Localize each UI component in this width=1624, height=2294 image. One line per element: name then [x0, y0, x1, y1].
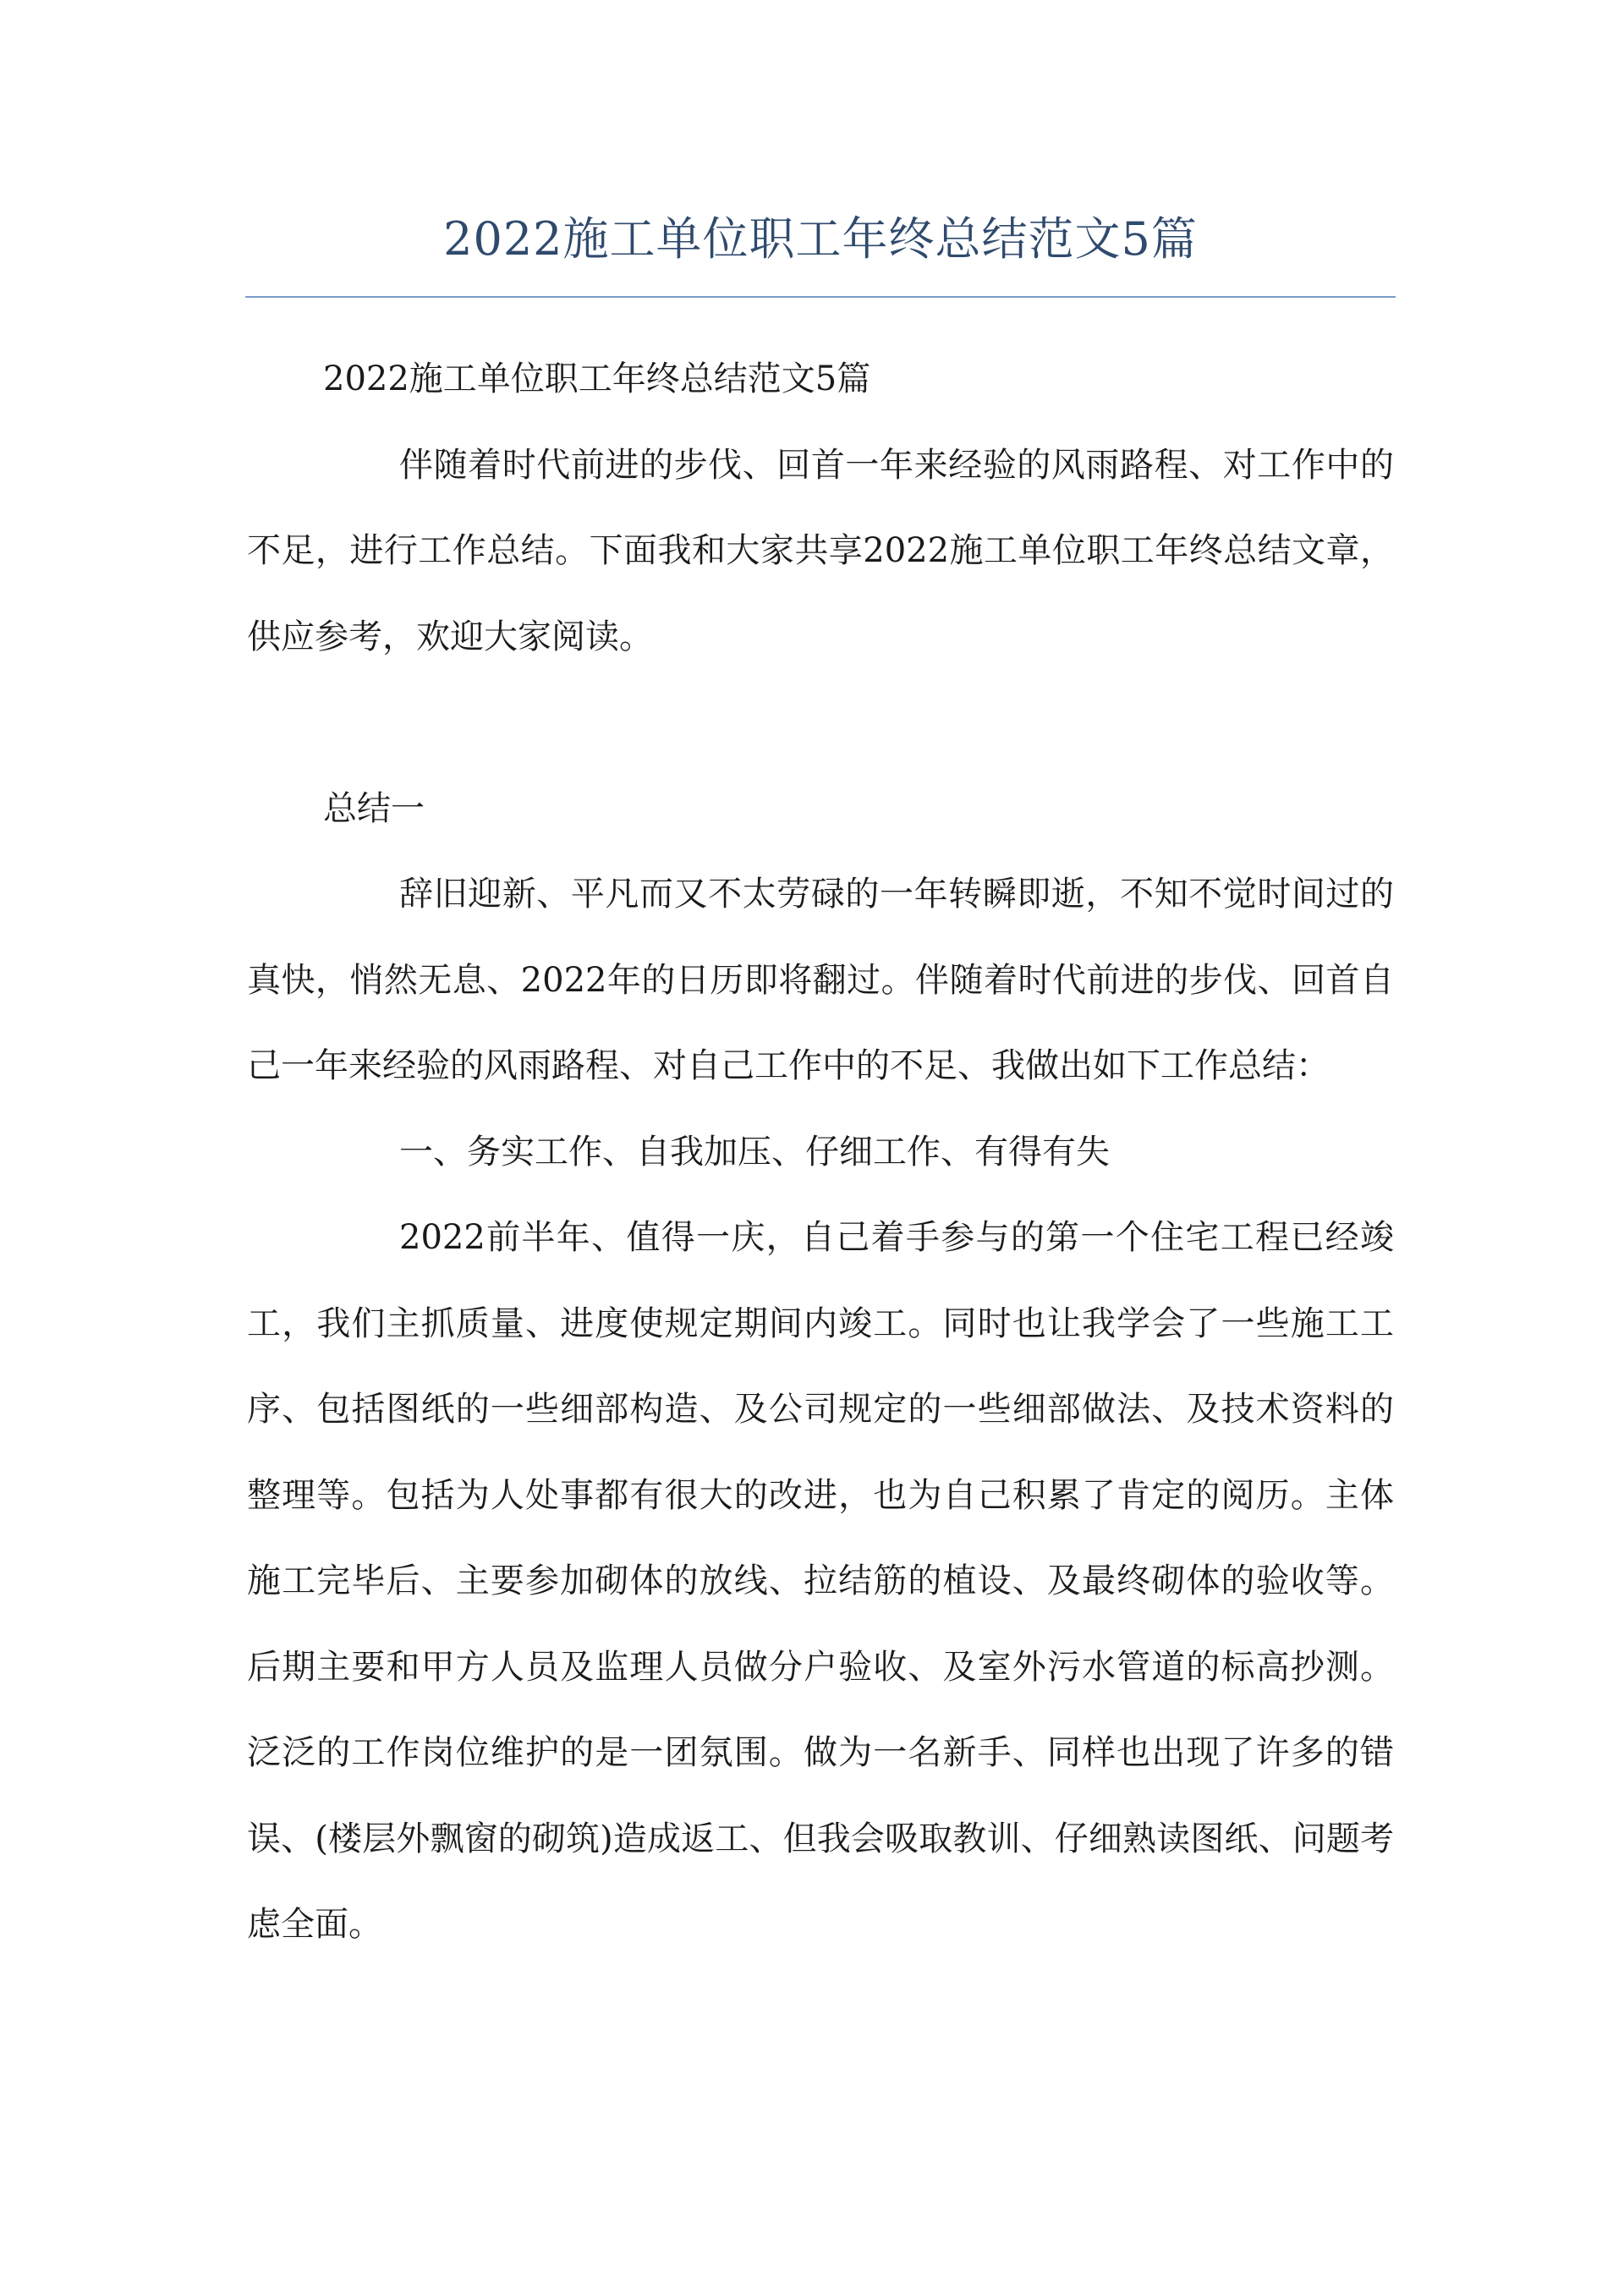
document-body: [247, 337, 1394, 1968]
body-paragraph: 2022前半年、值得一庆，自己着手参与的第一个住宅工程已经竣工，我们主抓质量、进度使规定期间内竣工。同时也让我学会了一些施工工序、包括图纸的一些细部构造、及公司规定的一些细部做法、及技术资料的整理等。包括为人处事都有很大的改进，也为自己积累了肯定的阅历。主体施工完毕后、主要参加砌体的放线、拉结筋的植设、及最终砌体的验收等。后期主要和甲方人员及监理人员做分户验收、及室外污水管道的标高抄测。泛泛的工作岗位维护的是一团氛围。做为一名新手、同样也出现了许多的错误、(楼层外飘窗的砌筑)造成返工、但我会吸取教训、仔细熟读图纸、问题考虑全面。: [247, 1218, 1394, 1944]
blank-line: [247, 680, 1394, 766]
body-paragraph: 辞旧迎新、平凡而又不太劳碌的一年转瞬即逝，不知不觉时间过的真快，悄然无息、2022年的日历即将翻过。伴随着时代前进的步伐、回首自己一年来经验的风雨路程、对自己工作中的不足、我做出如下工作总结：: [247, 875, 1394, 1085]
document-title: 2022施工单位职工年终总结范文5篇: [443, 212, 1198, 266]
section-heading: 总结一: [323, 788, 425, 828]
subtitle-paragraph: 2022施工单位职工年终总结范文5篇: [323, 359, 871, 398]
subsection-heading: 一、务实工作、自我加压、仔细工作、有得有失: [399, 1132, 1110, 1172]
intro-paragraph: 伴随着时代前进的步伐、回首一年来经验的风雨路程、对工作中的不足，进行工作总结。下面我和大家共享2022施工单位职工年终总结文章，供应参考，欢迎大家阅读。: [247, 445, 1394, 656]
title-divider: [245, 296, 1396, 298]
